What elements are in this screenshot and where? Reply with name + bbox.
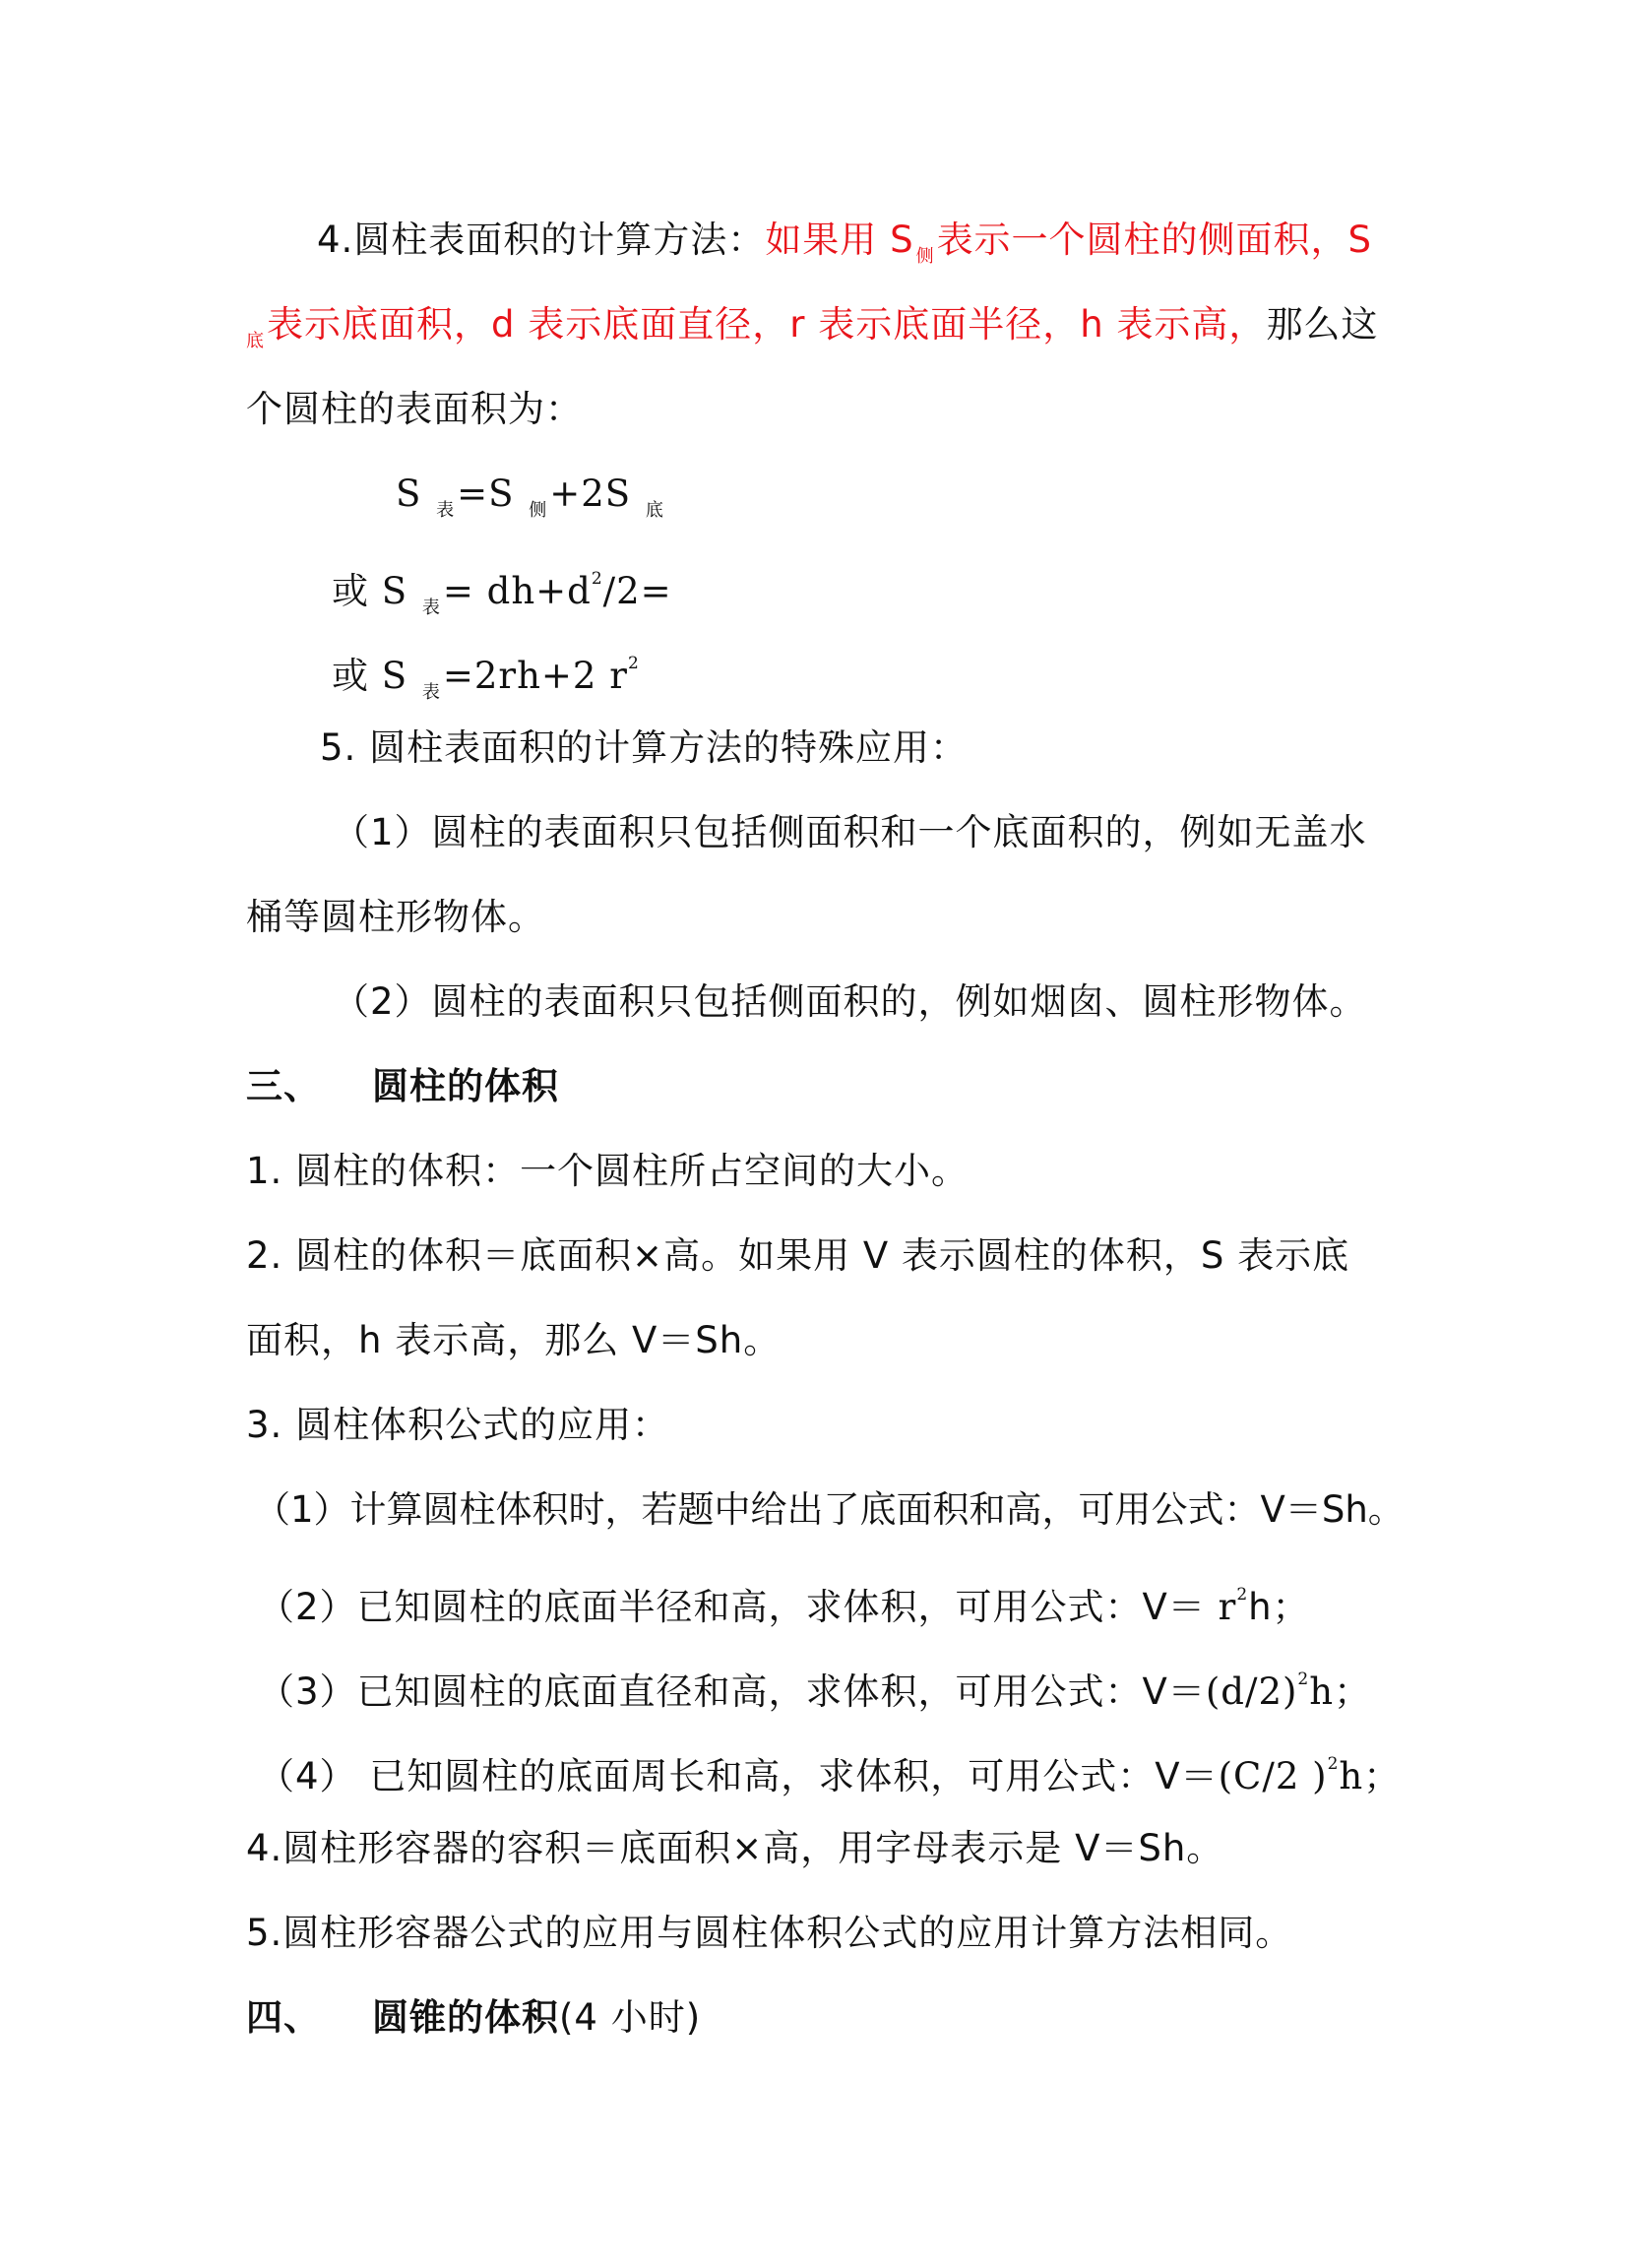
heading-number: 三、	[246, 1065, 321, 1107]
highlight-text: 如果用 S	[765, 219, 914, 261]
superscript: 2	[627, 654, 640, 673]
formula-text: h；	[1248, 1586, 1310, 1628]
section3-p2-line1	[246, 1232, 1349, 1280]
formula-1	[396, 471, 666, 535]
section3-p5	[246, 1910, 1292, 1957]
heading-text: 圆锥的体积	[372, 1996, 559, 2039]
body-text: 5.圆柱形容器公式的应用与圆柱体积公式的应用计算方法相同。	[246, 1912, 1293, 1954]
volume-app-3	[258, 1656, 1371, 1716]
highlight-text: 表示一个圆柱的侧面积，S	[936, 219, 1373, 261]
body-text: （4） 已知圆柱的底面周长和高，求体积，可用公式：V＝	[258, 1755, 1219, 1797]
section4-heading	[246, 1994, 701, 2042]
superscript: 2	[1327, 1754, 1340, 1774]
formula-text: S	[396, 472, 435, 515]
volume-app-2	[258, 1571, 1310, 1631]
subscript: 底	[645, 500, 664, 521]
formula-text: S	[381, 570, 420, 612]
heading-note: (4 小时)	[559, 1996, 702, 2039]
formula-text: =S	[457, 472, 528, 515]
body-text: 3. 圆柱体积公式的应用：	[246, 1404, 670, 1446]
formula-text: =2rh+2 r	[442, 655, 628, 697]
body-text: （1）计算圆柱体积时，若题中给出了底面积和高，可用公式：V＝Sh。	[254, 1488, 1405, 1531]
superscript: 2	[1236, 1585, 1249, 1605]
body-text: 面积，h 表示高，那么 V＝Sh。	[246, 1319, 782, 1361]
item5-case1-line2	[246, 894, 545, 941]
formula-text: r	[1218, 1586, 1237, 1628]
formula-2	[332, 555, 672, 632]
heading-text: 圆柱的体积	[372, 1065, 559, 1107]
item4-line2	[246, 301, 1378, 365]
formula-text: /2=	[602, 570, 672, 612]
volume-app-4	[258, 1740, 1401, 1800]
subscript: 侧	[915, 246, 935, 267]
body-text: （1）圆柱的表面积只包括侧面积和一个底面积的，例如无盖水	[333, 811, 1367, 853]
body-text: 个圆柱的表面积为：	[246, 388, 583, 430]
formula-text: h；	[1339, 1755, 1402, 1797]
body-text: 5. 圆柱表面积的计算方法的特殊应用：	[320, 726, 969, 769]
item-lead: 圆柱表面积的计算方法：	[353, 219, 766, 261]
section3-p3	[246, 1402, 669, 1449]
body-text: 4.圆柱形容器的容积＝底面积×高，用字母表示是 V＝Sh。	[246, 1827, 1224, 1869]
formula-3	[332, 640, 640, 717]
body-text: （2）圆柱的表面积只包括侧面积的，例如烟囱、圆柱形物体。	[333, 980, 1367, 1023]
body-text: 2. 圆柱的体积＝底面积×高。如果用 V 表示圆柱的体积，S 表示底	[246, 1234, 1350, 1277]
heading-number: 四、	[246, 1996, 321, 2039]
item4-line1	[317, 217, 1372, 281]
item4-line3	[246, 386, 583, 433]
superscript: 2	[1297, 1670, 1310, 1689]
formula-text: S	[381, 655, 420, 697]
formula-text: (d/2)	[1205, 1670, 1298, 1713]
formula-text: 或	[332, 655, 382, 697]
body-text: 那么这	[1266, 303, 1379, 346]
subscript: 表	[421, 682, 441, 703]
subscript: 表	[436, 500, 456, 521]
subscript: 表	[421, 598, 441, 618]
section3-heading	[246, 1063, 559, 1110]
item5-title	[320, 724, 968, 772]
item5-case2	[333, 978, 1367, 1026]
body-text: （2）已知圆柱的底面半径和高，求体积，可用公式：V＝	[258, 1586, 1219, 1628]
subscript: 底	[246, 331, 265, 351]
formula-text: = dh+d	[442, 570, 592, 612]
formula-text: (C/2 )	[1218, 1755, 1328, 1797]
highlight-text: 表示底面积，d 表示底面直径，r 表示底面半径，h 表示高，	[267, 303, 1267, 346]
formula-text: h；	[1309, 1670, 1372, 1713]
body-text: 桶等圆柱形物体。	[246, 896, 545, 938]
section3-p1	[246, 1148, 969, 1195]
item-number: 4.	[317, 219, 354, 261]
body-text: 1. 圆柱的体积：一个圆柱所占空间的大小。	[246, 1150, 970, 1192]
volume-app-1	[254, 1486, 1405, 1534]
formula-text: 或	[332, 570, 382, 612]
section3-p2-line2	[246, 1317, 781, 1364]
formula-text: +2S	[549, 472, 644, 515]
section3-p4	[246, 1825, 1223, 1872]
subscript: 侧	[529, 500, 548, 521]
superscript: 2	[591, 569, 603, 589]
body-text: （3）已知圆柱的底面直径和高，求体积，可用公式：V＝	[258, 1670, 1206, 1713]
item5-case1-line1	[333, 809, 1367, 856]
